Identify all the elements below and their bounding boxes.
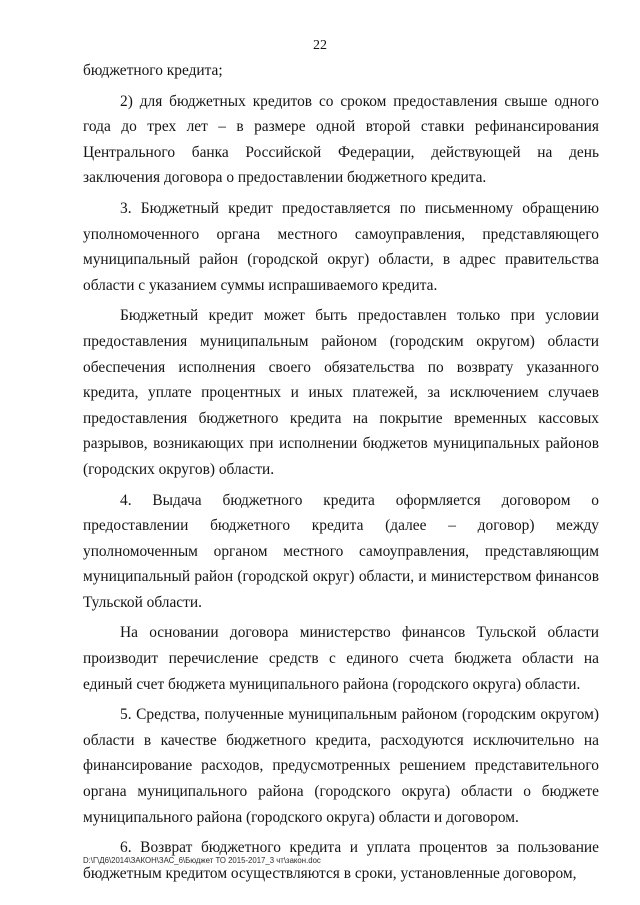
paragraph-credit-conditions: Бюджетный кредит может быть предоставлен только при условии предоставления муниципальным районом (городским округом) области обеспечения исполнения своего обязательства по возврату указанного кредита, уплате процентных и иных платежей, за исключением случаев предоставления бюджетного кредита на покрытие временных кассовых разрывов, возникающих при исполнении бюджетов муниципальных районов (городских округов) области. bbox=[83, 307, 599, 478]
document-body bbox=[83, 58, 599, 886]
paragraph-item-4: 4. Выдача бюджетного кредита оформляется договором о предоставлении бюджетного кредита (далее – договор) между уполномоченным органом местного самоуправления, представляющим муниципальный район (городской округ) области, и министерством финансов Тульской области. bbox=[83, 491, 599, 611]
paragraph-continuation: бюджетного кредита; bbox=[83, 62, 223, 79]
page-number: 22 bbox=[313, 38, 327, 53]
paragraph-item-3: 3. Бюджетный кредит предоставляется по письменному обращению уполномоченного органа местного самоуправления, представляющего муниципальный район (городской округ) области, в адрес правительства области с указанием суммы испрашиваемого кредита. bbox=[83, 199, 599, 294]
paragraph-item-2: 2) для бюджетных кредитов со сроком предоставления свыше одного года до трех лет – в размере одной второй ставки рефинансирования Центрального банка Российской Федерации, действующей на день заключения договора о предоставлении бюджетного кредита. bbox=[83, 92, 599, 187]
paragraph-funds-transfer: На основании договора министерство финансов Тульской области производит перечисление средств с единого счета бюджета области на единый счет бюджета муниципального района (городского округа) области. bbox=[83, 624, 599, 693]
footer-file-path: D:\Г\Д6\2014\ЗАКОН\ЗАС_6\Бюджет ТО 2015-2017_3 чт\закон.doc bbox=[83, 856, 321, 865]
paragraph-item-6: 6. Возврат бюджетного кредита и уплата процентов за пользование бюджетным кредитом осуществляются в сроки, установленные договором, bbox=[83, 839, 599, 882]
paragraph-item-5: 5. Средства, полученные муниципальным районом (городским округом) области в качестве бюджетного кредита, расходуются исключительно на финансирование расходов, предусмотренных решением представительного органа муниципального района (городского округа) области о бюджете муниципального района (городского округа) области и договором. bbox=[83, 706, 599, 826]
